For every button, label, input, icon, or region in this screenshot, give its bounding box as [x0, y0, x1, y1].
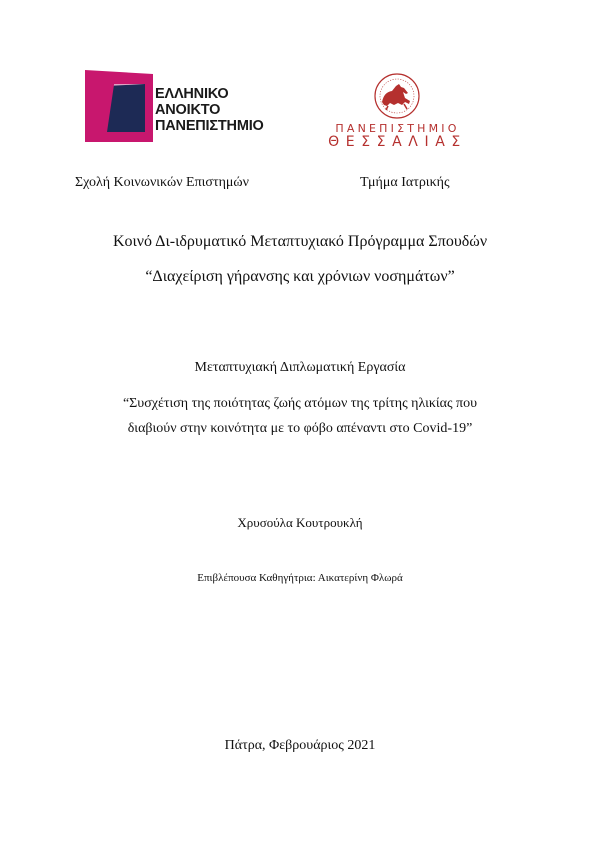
supervisor: Επιβλέπουσα Καθηγήτρια: Αικατερίνη Φλωρά: [197, 572, 403, 584]
program-name: “Διαχείριση γήρανσης και χρόνιων νοσημάτων”: [145, 268, 455, 285]
school-name: Σχολή Κοινωνικών Επιστημών: [75, 175, 249, 190]
eap-emblem-icon: [85, 70, 153, 142]
program-title: Κοινό Δι-ιδρυματικό Μεταπτυχιακό Πρόγραμμα Σπουδών: [112, 233, 488, 250]
uth-logo-line2: ΘΕΣΣΑΛΙΑΣ: [328, 134, 467, 150]
author-name: Χρυσούλα Κουτρουκλή: [237, 515, 363, 530]
uth-logo-line1: ΠΑΝΕΠΙΣΤΗΜΙΟ: [335, 122, 460, 135]
department-name: Τμήμα Ιατρικής: [360, 175, 450, 190]
place-date: Πάτρα, Φεβρουάριος 2021: [224, 738, 376, 753]
eap-logo-line1: ΕΛΛΗΝΙΚΟ: [155, 86, 229, 102]
uth-logo: [300, 72, 495, 152]
thesis-title-line1: “Συσχέτιση της ποιότητας ζωής ατόμων της τρίτης ηλικίας που: [122, 396, 478, 411]
eap-logo: [85, 70, 275, 142]
thesis-title-line2: διαβιούν στην κοινότητα με το φόβο απέναντι στο Covid-19”: [127, 421, 473, 436]
thesis-type: Μεταπτυχιακή Διπλωματική Εργασία: [194, 360, 406, 375]
uth-seal-icon: [352, 72, 442, 120]
eap-logo-line3: ΠΑΝΕΠΙΣΤΗΜΙΟ: [155, 118, 264, 134]
eap-logo-line2: ΑΝΟΙΚΤΟ: [155, 102, 221, 118]
